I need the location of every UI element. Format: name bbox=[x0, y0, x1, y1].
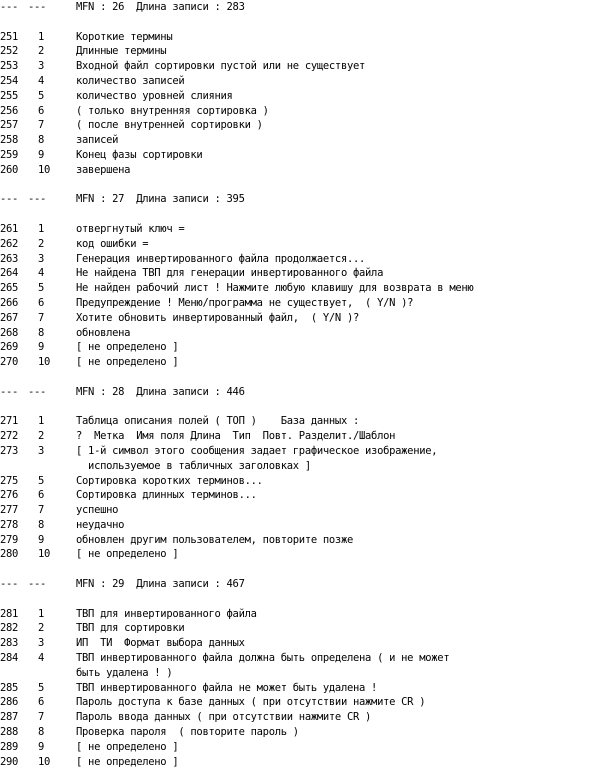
line-index: 2 bbox=[38, 45, 45, 58]
line-text: ( только внутренняя сортировка ) bbox=[76, 104, 269, 117]
line-text: обновлена bbox=[76, 326, 131, 339]
separator-dashes: --- bbox=[0, 385, 19, 398]
line-text: ТВП инвертированного файла должна быть определена ( и не может быть удалена ! ) bbox=[76, 652, 450, 679]
line-text: ТВП для сортировки bbox=[76, 622, 185, 635]
line-text: Не найден рабочий лист ! Нажмите любую клавишу для возврата в меню bbox=[76, 282, 474, 295]
line-number: 258 bbox=[0, 134, 19, 147]
line-number: 289 bbox=[0, 740, 19, 753]
message-line bbox=[0, 163, 590, 178]
line-number: 256 bbox=[0, 104, 19, 117]
line-text: ТВП инвертированного файла не может быть удалена ! bbox=[76, 681, 378, 694]
record-block bbox=[0, 0, 590, 192]
line-text: отвергнутый ключ = bbox=[76, 222, 185, 235]
line-number: 261 bbox=[0, 222, 19, 235]
line-number: 286 bbox=[0, 696, 19, 709]
line-number: 282 bbox=[0, 622, 19, 635]
line-text: записей bbox=[76, 134, 119, 147]
message-line bbox=[0, 133, 590, 148]
record-block bbox=[0, 577, 590, 769]
line-text: количество уровней слияния bbox=[76, 89, 233, 102]
line-text: [ 1-й символ этого сообщения задает графическое изображение, используемое в табличных заголовках ] bbox=[76, 444, 438, 472]
line-index: 10 bbox=[38, 356, 51, 369]
message-line bbox=[0, 607, 590, 622]
message-line bbox=[0, 503, 590, 518]
message-line bbox=[0, 725, 590, 740]
line-number: 281 bbox=[0, 607, 19, 620]
line-number: 275 bbox=[0, 474, 19, 487]
line-index: 9 bbox=[38, 341, 45, 354]
line-number: 253 bbox=[0, 60, 19, 73]
line-number: 268 bbox=[0, 326, 19, 339]
line-text: Не найдена ТВП для генерации инвертированного файла bbox=[76, 267, 384, 280]
record-mfn-header: MFN : 26 Длина записи : 283 bbox=[76, 1, 245, 13]
line-index: 5 bbox=[38, 474, 45, 487]
message-line bbox=[0, 547, 590, 562]
separator-dashes: --- bbox=[28, 578, 47, 591]
line-index: 5 bbox=[38, 89, 45, 102]
line-number: 285 bbox=[0, 681, 19, 694]
line-text: Таблица описания полей ( ТОП ) База данных : bbox=[76, 415, 360, 428]
line-text: количество записей bbox=[76, 74, 185, 87]
message-line bbox=[0, 681, 590, 696]
line-number: 283 bbox=[0, 637, 19, 650]
message-line bbox=[0, 104, 590, 119]
line-text: [ не определено ] bbox=[76, 356, 179, 369]
line-index: 8 bbox=[38, 518, 45, 531]
line-number: 266 bbox=[0, 296, 19, 309]
line-index: 9 bbox=[38, 148, 45, 161]
line-number: 287 bbox=[0, 711, 19, 724]
line-index: 8 bbox=[38, 726, 45, 739]
line-number: 278 bbox=[0, 518, 19, 531]
line-text: Пароль ввода данных ( при отсутствии нажмите CR ) bbox=[76, 711, 372, 724]
line-text: Предупреждение ! Меню/программа не существует, ( Y/N )? bbox=[76, 296, 414, 309]
message-line bbox=[0, 533, 590, 548]
message-line bbox=[0, 340, 590, 355]
line-number: 267 bbox=[0, 311, 19, 324]
line-text: [ не определено ] bbox=[76, 755, 179, 768]
line-index: 3 bbox=[38, 60, 45, 73]
line-index: 10 bbox=[38, 755, 51, 768]
message-line bbox=[0, 636, 590, 651]
line-index: 4 bbox=[38, 267, 45, 280]
message-line bbox=[0, 59, 590, 74]
line-text: Короткие термины bbox=[76, 30, 173, 43]
separator-dashes: --- bbox=[0, 578, 19, 591]
line-number: 264 bbox=[0, 267, 19, 280]
line-index: 5 bbox=[38, 681, 45, 694]
line-text: код ошибки = bbox=[76, 237, 149, 250]
line-index: 1 bbox=[38, 607, 45, 620]
line-index: 2 bbox=[38, 237, 45, 250]
message-line bbox=[0, 518, 590, 533]
line-number: 284 bbox=[0, 652, 19, 665]
message-line bbox=[0, 710, 590, 725]
message-line bbox=[0, 266, 590, 281]
message-line bbox=[0, 488, 590, 503]
message-line bbox=[0, 252, 590, 267]
message-line bbox=[0, 755, 590, 769]
record-header bbox=[0, 192, 590, 207]
message-line bbox=[0, 30, 590, 45]
record-mfn-header: MFN : 28 Длина записи : 446 bbox=[76, 385, 245, 398]
message-line bbox=[0, 222, 590, 237]
separator-dashes: --- bbox=[28, 385, 47, 398]
line-index: 10 bbox=[38, 548, 51, 561]
message-line bbox=[0, 237, 590, 252]
line-number: 255 bbox=[0, 89, 19, 102]
line-number: 263 bbox=[0, 252, 19, 265]
line-index: 2 bbox=[38, 430, 45, 443]
message-line bbox=[0, 118, 590, 133]
line-text: успешно bbox=[76, 504, 119, 517]
record-header bbox=[0, 385, 590, 400]
line-text: Входной файл сортировки пустой или не существует bbox=[76, 60, 366, 73]
line-number: 254 bbox=[0, 74, 19, 87]
message-line bbox=[0, 444, 590, 474]
line-number: 276 bbox=[0, 489, 19, 502]
line-index: 7 bbox=[38, 119, 45, 132]
line-index: 2 bbox=[38, 622, 45, 635]
line-text: [ не определено ] bbox=[76, 341, 179, 354]
line-text: завершена bbox=[76, 163, 131, 176]
line-index: 3 bbox=[38, 637, 45, 650]
line-index: 8 bbox=[38, 326, 45, 339]
line-number: 262 bbox=[0, 237, 19, 250]
message-line bbox=[0, 740, 590, 755]
line-index: 6 bbox=[38, 296, 45, 309]
message-line bbox=[0, 414, 590, 429]
message-line bbox=[0, 474, 590, 489]
line-number: 252 bbox=[0, 45, 19, 58]
line-number: 277 bbox=[0, 504, 19, 517]
line-text: ( после внутренней сортировки ) bbox=[76, 119, 263, 132]
record-block bbox=[0, 192, 590, 384]
line-index: 8 bbox=[38, 134, 45, 147]
line-index: 4 bbox=[38, 74, 45, 87]
line-index: 1 bbox=[38, 30, 45, 43]
message-line bbox=[0, 89, 590, 104]
line-index: 7 bbox=[38, 711, 45, 724]
line-number: 273 bbox=[0, 444, 19, 457]
message-line bbox=[0, 74, 590, 89]
message-line bbox=[0, 429, 590, 444]
line-text: обновлен другим пользователем, повторите позже bbox=[76, 533, 353, 546]
line-index: 6 bbox=[38, 104, 45, 117]
line-index: 6 bbox=[38, 696, 45, 709]
line-number: 279 bbox=[0, 533, 19, 546]
line-text: ИП ТИ Формат выбора данных bbox=[76, 637, 245, 650]
line-number: 288 bbox=[0, 726, 19, 739]
line-index: 3 bbox=[38, 444, 45, 457]
line-text: Проверка пароля ( повторите пароль ) bbox=[76, 726, 299, 739]
line-number: 280 bbox=[0, 548, 19, 561]
line-index: 4 bbox=[38, 652, 45, 665]
line-number: 269 bbox=[0, 341, 19, 354]
separator-dashes: --- bbox=[28, 193, 47, 206]
message-line bbox=[0, 281, 590, 296]
line-text: [ не определено ] bbox=[76, 548, 179, 561]
record-block bbox=[0, 385, 590, 577]
line-text: Хотите обновить инвертированный файл, ( Y/N )? bbox=[76, 311, 360, 324]
separator-dashes: --- bbox=[28, 1, 47, 13]
message-line bbox=[0, 355, 590, 370]
record-header bbox=[0, 0, 590, 15]
line-number: 272 bbox=[0, 430, 19, 443]
record-mfn-header: MFN : 27 Длина записи : 395 bbox=[76, 193, 245, 206]
line-index: 3 bbox=[38, 252, 45, 265]
line-index: 1 bbox=[38, 222, 45, 235]
line-index: 7 bbox=[38, 504, 45, 517]
separator-dashes: --- bbox=[0, 1, 19, 13]
message-line bbox=[0, 621, 590, 636]
message-line bbox=[0, 311, 590, 326]
line-index: 5 bbox=[38, 282, 45, 295]
record-mfn-header: MFN : 29 Длина записи : 467 bbox=[76, 578, 245, 591]
line-number: 251 bbox=[0, 30, 19, 43]
line-text: Конец фазы сортировки bbox=[76, 148, 203, 161]
message-line bbox=[0, 296, 590, 311]
message-line bbox=[0, 148, 590, 163]
separator-dashes: --- bbox=[0, 193, 19, 206]
line-text: Сортировка длинных терминов... bbox=[76, 489, 257, 502]
line-number: 260 bbox=[0, 163, 19, 176]
line-number: 259 bbox=[0, 148, 19, 161]
line-text: ? Метка Имя поля Длина Тип Повт. Разделит./Шаблон bbox=[76, 430, 396, 443]
message-line bbox=[0, 651, 590, 681]
line-index: 6 bbox=[38, 489, 45, 502]
line-text: неудачно bbox=[76, 518, 125, 531]
line-index: 10 bbox=[38, 163, 51, 176]
message-line bbox=[0, 695, 590, 710]
line-number: 290 bbox=[0, 755, 19, 768]
line-text: Пароль доступа к базе данных ( при отсутствии нажмите CR ) bbox=[76, 696, 426, 709]
record-header bbox=[0, 577, 590, 592]
line-text: [ не определено ] bbox=[76, 740, 179, 753]
message-line bbox=[0, 44, 590, 59]
line-text: Генерация инвертированного файла продолжается... bbox=[76, 252, 366, 265]
message-line bbox=[0, 326, 590, 341]
line-text: ТВП для инвертированного файла bbox=[76, 607, 257, 620]
line-number: 271 bbox=[0, 415, 19, 428]
line-number: 257 bbox=[0, 119, 19, 132]
line-text: Длинные термины bbox=[76, 45, 167, 58]
line-text: Сортировка коротких терминов... bbox=[76, 474, 263, 487]
line-index: 9 bbox=[38, 533, 45, 546]
line-index: 9 bbox=[38, 740, 45, 753]
line-index: 7 bbox=[38, 311, 45, 324]
line-index: 1 bbox=[38, 415, 45, 428]
line-number: 265 bbox=[0, 282, 19, 295]
line-number: 270 bbox=[0, 356, 19, 369]
